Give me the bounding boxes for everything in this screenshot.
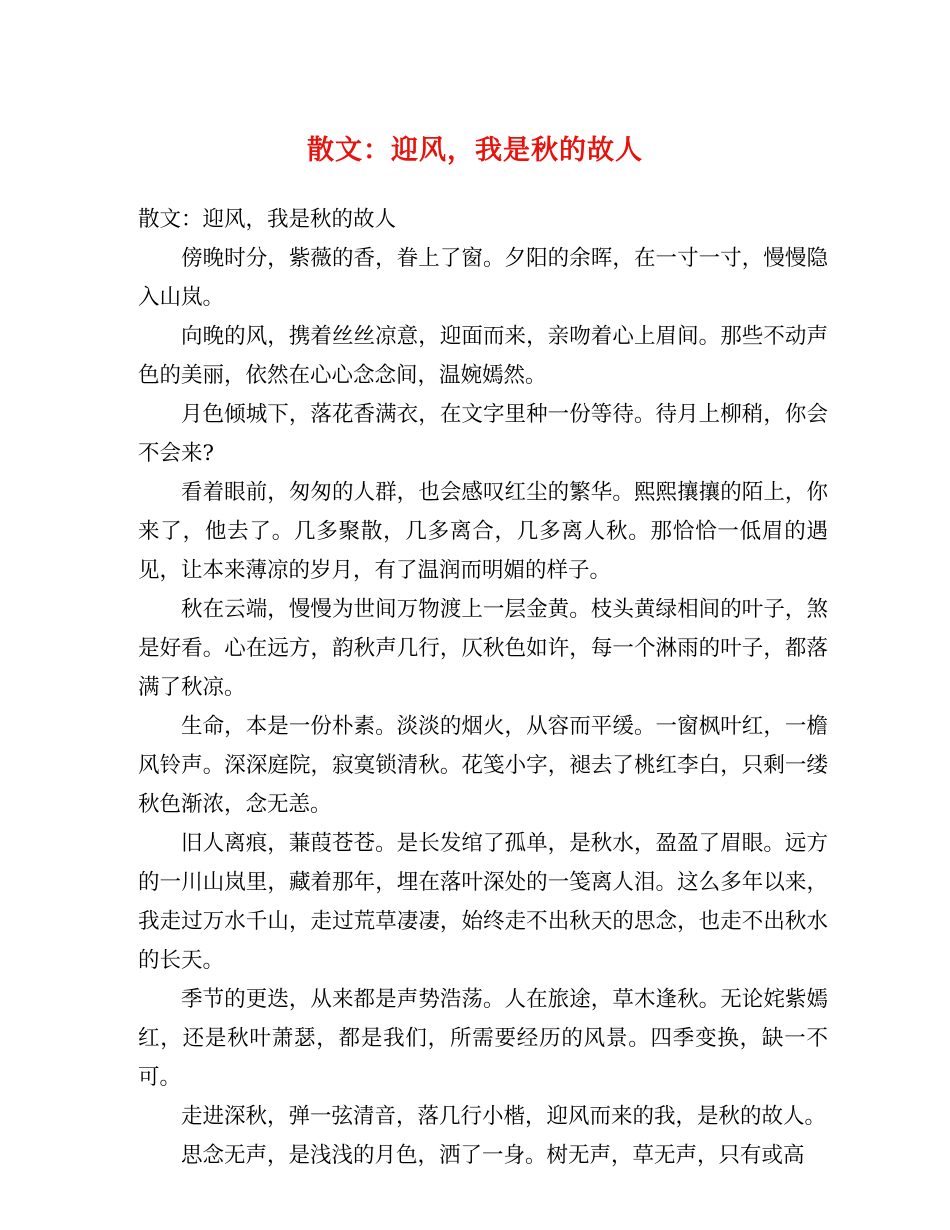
document-subtitle: 散文：迎风，我是秋的故人 — [138, 207, 397, 232]
paragraph: 旧人离痕，蒹葭苍苍。是长发绾了孤单，是秋水，盈盈了眉眼。远方的一川山岚里，藏着那年，埋在落叶深处的一笺离人泪。这么多年以来，我走过万水千山，走过荒草凄凄，始终走不出秋天的思念，也走不出秋水的长天。 — [138, 831, 828, 973]
paragraph: 秋在云端，慢慢为世间万物渡上一层金黄。枝头黄绿相间的叶子，煞是好看。心在远方，韵秋声几行，仄秋色如许，每一个淋雨的叶子，都落满了秋凉。 — [138, 597, 828, 700]
paragraph: 走进深秋，弹一弦清音，落几行小楷，迎风而来的我，是秋的故人。 — [181, 1104, 827, 1129]
document-title: 散文：迎风，我是秋的故人 — [307, 135, 643, 166]
paragraph: 生命，本是一份朴素。淡淡的烟火，从容而平缓。一窗枫叶红，一檐风铃声。深深庭院，寂寞锁清秋。花笺小字，褪去了桃红李白，只剩一缕秋色渐浓，念无恙。 — [138, 714, 828, 817]
paragraph: 思念无声，是浅浅的月色，洒了一身。树无声，草无声，只有或高 — [181, 1143, 805, 1168]
document-body — [138, 200, 828, 1175]
paragraph: 傍晚时分，紫薇的香，眷上了窗。夕阳的余晖，在一寸一寸，慢慢隐入山岚。 — [138, 246, 828, 310]
paragraph: 月色倾城下，落花香满衣，在文字里种一份等待。待月上柳稍，你会不会来? — [138, 402, 828, 466]
paragraph: 向晚的风，携着丝丝凉意，迎面而来，亲吻着心上眉间。那些不动声色的美丽，依然在心心念念间，温婉嫣然。 — [138, 324, 828, 388]
paragraph: 季节的更迭，从来都是声势浩荡。人在旅途，草木逢秋。无论姹紫嫣红，还是秋叶萧瑟，都是我们，所需要经历的风景。四季变换，缺一不可。 — [138, 987, 828, 1090]
paragraph: 看着眼前，匆匆的人群，也会感叹红尘的繁华。熙熙攘攘的陌上，你来了，他去了。几多聚散，几多离合，几多离人秋。那恰恰一低眉的遇见，让本来薄凉的岁月，有了温润而明媚的样子。 — [138, 480, 828, 583]
